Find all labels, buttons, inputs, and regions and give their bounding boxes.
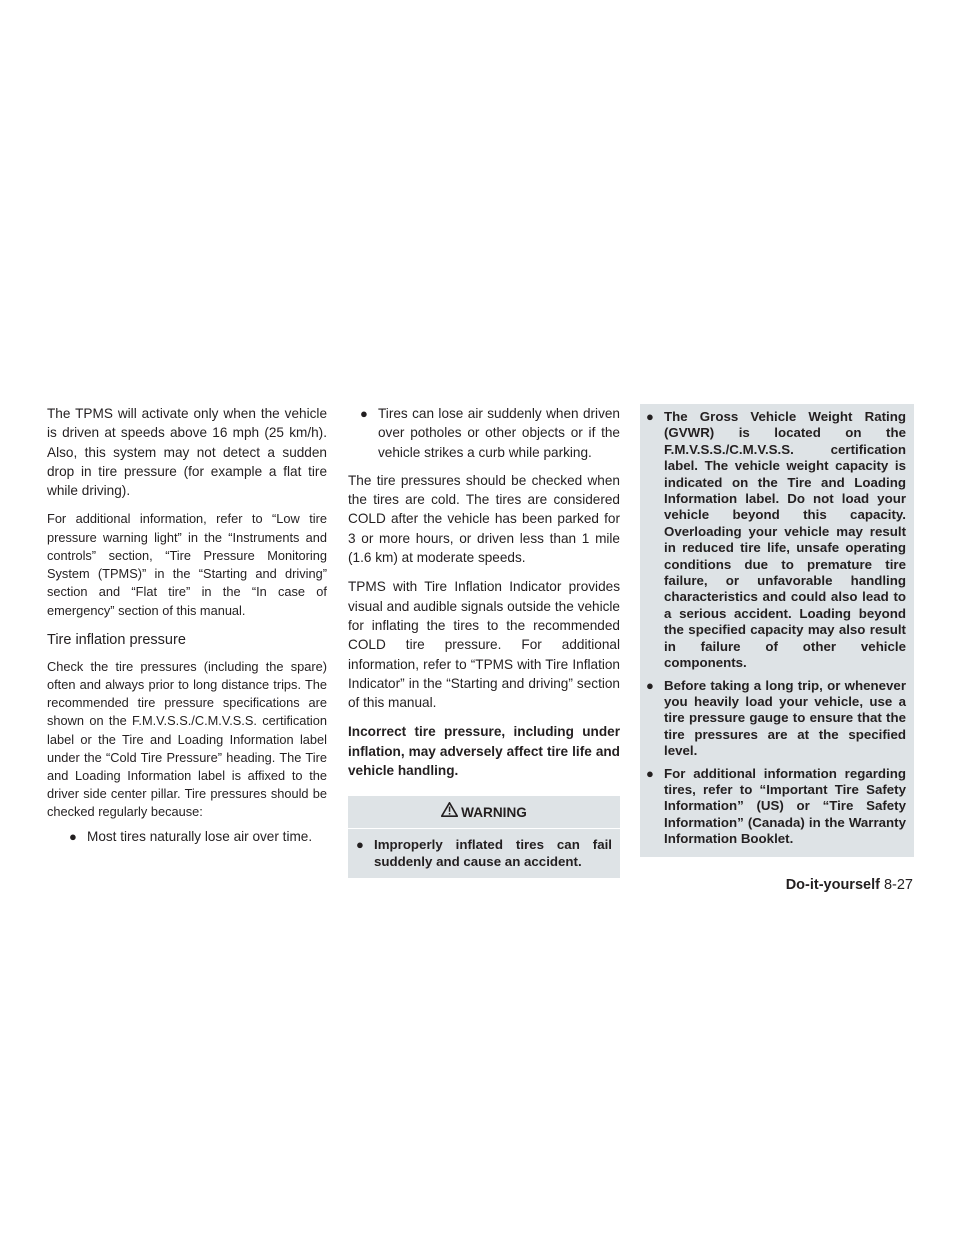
- warning-continued-box: [640, 404, 914, 857]
- footer-page-number: 8-27: [883, 877, 913, 893]
- bullet-text: Tires can lose air suddenly when driven over potholes or other objects or if the vehicle strikes a curb while parking.: [378, 406, 620, 460]
- column-left: [47, 404, 327, 846]
- paragraph-additional-info: For additional information, refer to “Low tire pressure warning light” in the “Instruments and controls” section, “Tire Pressure Monitoring System (TPMS)” in the “Starting and driving” section and “Flat tire” in the “In case of emergency” section of this manual.: [47, 511, 327, 618]
- list-item: [646, 409, 906, 672]
- bullet-text: Before taking a long trip, or whenever you heavily load your vehicle, use a tire pressure gauge to ensure that the tire pressures are at the specified level.: [664, 677, 906, 759]
- bullet-icon: ●: [646, 677, 654, 693]
- bullet-text: For additional information regarding tires, refer to “Important Tire Safety Information” (US) or “Tire Safety Information” (Canada) in the Warranty Information Booklet.: [664, 765, 906, 847]
- paragraph-check-pressures: Check the tire pressures (including the spare) often and always prior to long distance trips. The recommended tire pressure specifications are shown on the F.M.V.S.S./C.M.V.S.S. certification label or the Tire and Loading Information label under the “Cold Tire Pressure” heading. The Tire and Loading Information label is affixed to the driver side center pillar. Tire pressures should be checked regularly because:: [47, 658, 327, 820]
- warning-box: [348, 796, 620, 878]
- section-heading: Tire inflation pressure: [47, 631, 186, 648]
- list-item: [47, 827, 327, 846]
- warning-triangle-icon: [441, 802, 461, 824]
- footer-section-name: Do-it-yourself: [785, 877, 880, 893]
- bullet-icon: ●: [356, 837, 364, 853]
- bullet-text: The Gross Vehicle Weight Rating (GVWR) is located on the F.M.V.S.S./C.M.V.S.S. certification label. The vehicle weight capacity is indicated on the Tire and Loading Information label. Do not load your vehicle beyond this capacity. Overloading your vehicle may result in reduced tire life, unsafe operating conditions due to premature tire failure, or unfavorable handling characteristics and could also lead to a serious accident. Loading beyond the specified capacity may also result in failure of other vehicle components.: [664, 409, 906, 671]
- column-right: [640, 404, 914, 857]
- bullet-icon: ●: [69, 828, 77, 844]
- paragraph-inflation-indicator: TPMS with Tire Inflation Indicator provides visual and audible signals outside the vehicle for inflating the tires to the recommended COLD tire pressure. For additional information, refer to “TPMS with Tire Inflation Indicator” in the “Starting and driving” section of this manual.: [348, 579, 620, 711]
- bullet-text: Improperly inflated tires can fail suddenly and cause an accident.: [374, 837, 612, 869]
- paragraph-tpms-activation: The TPMS will activate only when the vehicle is driven at speeds above 16 mph (25 km/h). Also, this system may not detect a sudden drop in tire pressure (for example a flat tire while driving).: [47, 406, 327, 499]
- paragraph-incorrect-pressure: Incorrect tire pressure, including under inflation, may adversely affect tire life and vehicle handling.: [348, 724, 620, 779]
- list-item: [356, 837, 612, 870]
- bullet-icon: ●: [646, 765, 654, 781]
- warning-body: [348, 829, 620, 870]
- list-item: [646, 766, 906, 848]
- warning-header: [348, 796, 620, 829]
- bullet-text: Most tires naturally lose air over time.: [87, 828, 313, 844]
- list-item: [646, 678, 906, 760]
- bullet-icon: ●: [360, 406, 368, 421]
- warning-title: WARNING: [461, 805, 527, 821]
- bullet-icon: ●: [646, 409, 654, 424]
- list-item: [348, 404, 620, 462]
- paragraph-cold-tires: The tire pressures should be checked when the tires are cold. The tires are considered COLD after the vehicle has been parked for 3 or more hours, or driven less than 1 mile (1.6 km) at moderate speeds.: [348, 472, 620, 566]
- page-footer: [786, 877, 913, 893]
- column-middle: [348, 404, 620, 878]
